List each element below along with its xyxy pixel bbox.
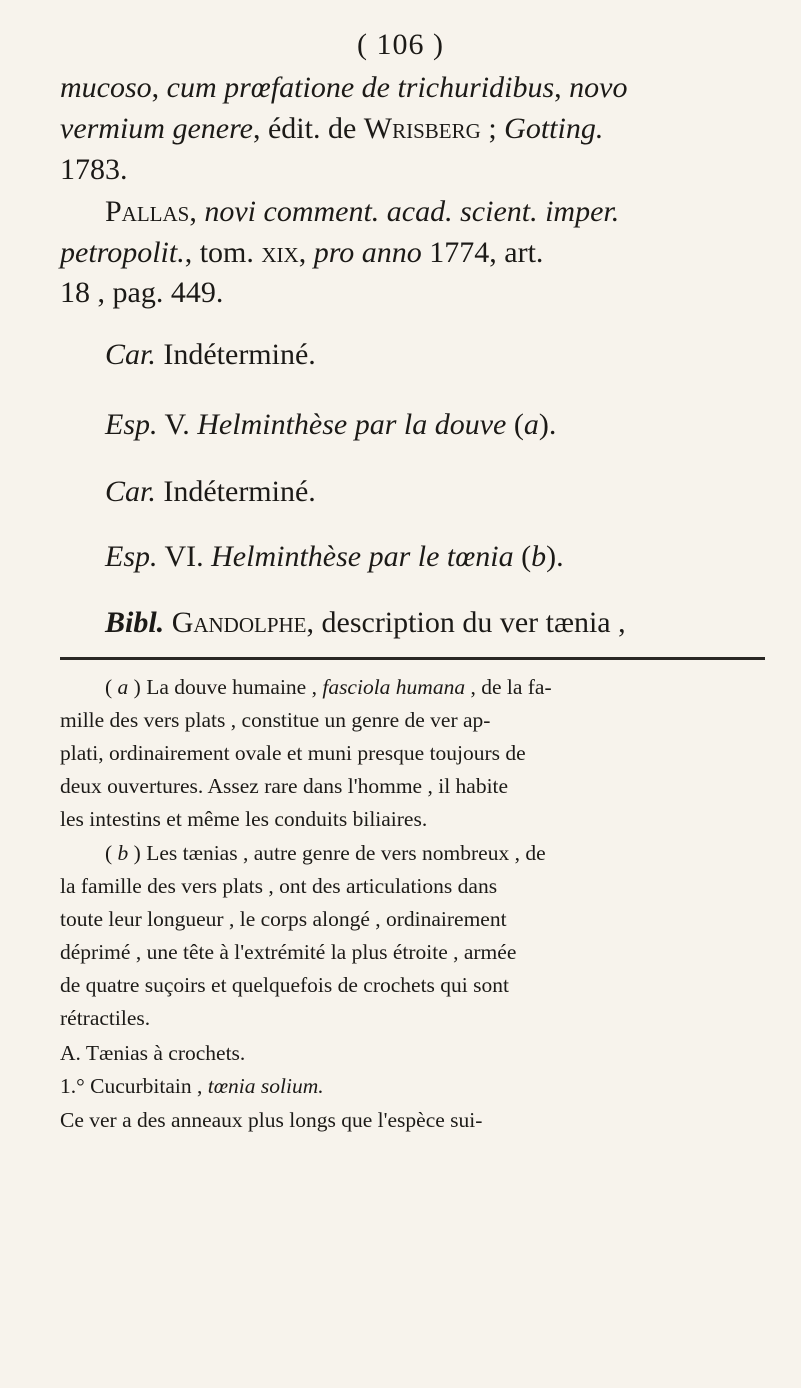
text-segment: ( — [105, 675, 118, 699]
footnote-line — [105, 843, 546, 865]
text-segment: 1.° Cucurbitain , — [60, 1074, 208, 1098]
text-segment: Car. — [105, 338, 156, 371]
text-segment: b — [531, 540, 547, 573]
text-line — [60, 73, 627, 103]
text-segment: , tom. — [184, 236, 262, 269]
footnote-line — [60, 743, 526, 765]
text-segment: deux ouvertures. Assez rare dans l'homme , il habite — [60, 774, 509, 798]
text-segment: tœnia solium. — [207, 1074, 324, 1098]
text-segment: 1774, art. — [421, 236, 544, 269]
text-segment: Esp. — [105, 408, 158, 441]
text-segment: ( — [105, 841, 118, 865]
footnote-line — [60, 1110, 482, 1132]
text-segment: de quatre suçoirs et quelquefois de crochets qui sont — [60, 973, 509, 997]
text-segment: ). — [546, 540, 564, 573]
text-segment: cum prœfatione de trichuridibus — [166, 71, 555, 104]
text-segment: mille des vers plats , constitue un genre de ver ap- — [60, 708, 491, 732]
text-segment: b — [117, 841, 129, 865]
text-segment: VI. — [157, 540, 212, 573]
text-segment: les intestins et même les conduits biliaires. — [60, 807, 428, 831]
footnote-separator-rule — [60, 657, 765, 660]
text-segment: mucoso — [60, 71, 152, 104]
text-segment: Helminthèse par le tœnia — [211, 540, 514, 573]
footnote-line — [60, 975, 509, 997]
text-segment: toute leur longueur , le corps alongé , ordinairement — [60, 907, 507, 931]
text-segment: déprimé , une tête à l'extrémité la plus étroite , armée — [60, 940, 517, 964]
text-segment: Gandolphe — [171, 606, 307, 639]
text-segment: , — [151, 71, 167, 104]
text-segment: ) Les tænias , autre genre de vers nombreux , de — [128, 841, 546, 865]
footnote-line — [60, 1043, 245, 1065]
text-line — [105, 340, 316, 370]
text-line — [60, 155, 128, 185]
text-segment: Bibl. — [105, 606, 165, 639]
footnote-line — [60, 1076, 324, 1098]
text-segment: Car. — [105, 475, 156, 508]
text-segment: novo — [569, 71, 628, 104]
text-segment: fasciola humana — [322, 675, 466, 699]
text-segment: ( — [513, 540, 532, 573]
text-segment: la famille des vers plats , ont des articulations dans — [60, 874, 498, 898]
text-line — [60, 278, 223, 308]
text-segment: V. — [157, 408, 198, 441]
footnote-line — [60, 1008, 150, 1030]
text-line — [60, 238, 543, 268]
text-segment: xix — [261, 236, 299, 269]
footnote-line — [105, 677, 552, 699]
text-segment: rétractiles. — [60, 1006, 151, 1030]
text-segment: Ce ver a des anneaux plus longs que l'espèce sui- — [60, 1108, 483, 1132]
text-segment: Indéterminé. — [155, 338, 316, 371]
text-segment: plati, ordinairement ovale et muni presque toujours de — [60, 741, 526, 765]
text-segment: pro anno — [313, 236, 422, 269]
text-segment: a — [523, 408, 539, 441]
text-segment: novi comment. acad. scient. imper. — [204, 195, 620, 228]
text-line — [105, 410, 556, 440]
text-segment: Gotting. — [504, 112, 604, 145]
text-segment: ; — [480, 112, 505, 145]
footnote-line — [60, 909, 507, 931]
text-segment: a — [117, 675, 129, 699]
text-segment: vermium genere — [60, 112, 253, 145]
text-segment: A. Tænias à crochets. — [60, 1041, 246, 1065]
footnote-line — [60, 942, 516, 964]
text-segment: 1783. — [60, 153, 128, 186]
text-line — [105, 542, 564, 572]
text-line — [60, 114, 603, 144]
text-line — [105, 608, 626, 638]
text-segment: , — [298, 236, 314, 269]
footnote-line — [60, 809, 427, 831]
text-segment: ( — [506, 408, 524, 441]
text-segment: , édit. de — [252, 112, 364, 145]
text-segment: ). — [538, 408, 557, 441]
text-segment: Esp. — [105, 540, 158, 573]
text-line — [105, 477, 316, 507]
text-segment: 18 , pag. 449. — [60, 276, 224, 309]
text-line — [105, 197, 619, 227]
text-segment: , description du ver tænia , — [306, 606, 626, 639]
footnote-line — [60, 710, 490, 732]
text-segment: ) La douve humaine , — [128, 675, 323, 699]
text-segment: , — [189, 195, 205, 228]
text-segment: Indéterminé. — [155, 475, 316, 508]
text-segment: , — [554, 71, 570, 104]
footnote-line — [60, 876, 497, 898]
text-segment: , de la fa- — [465, 675, 552, 699]
text-segment: Helminthèse par la douve — [197, 408, 507, 441]
text-segment: Pallas — [105, 195, 190, 228]
text-segment: Wrisberg — [363, 112, 481, 145]
text-segment — [164, 606, 172, 639]
page-number: ( 106 ) — [357, 28, 444, 61]
footnote-line — [60, 776, 508, 798]
text-segment: petropolit. — [60, 236, 185, 269]
